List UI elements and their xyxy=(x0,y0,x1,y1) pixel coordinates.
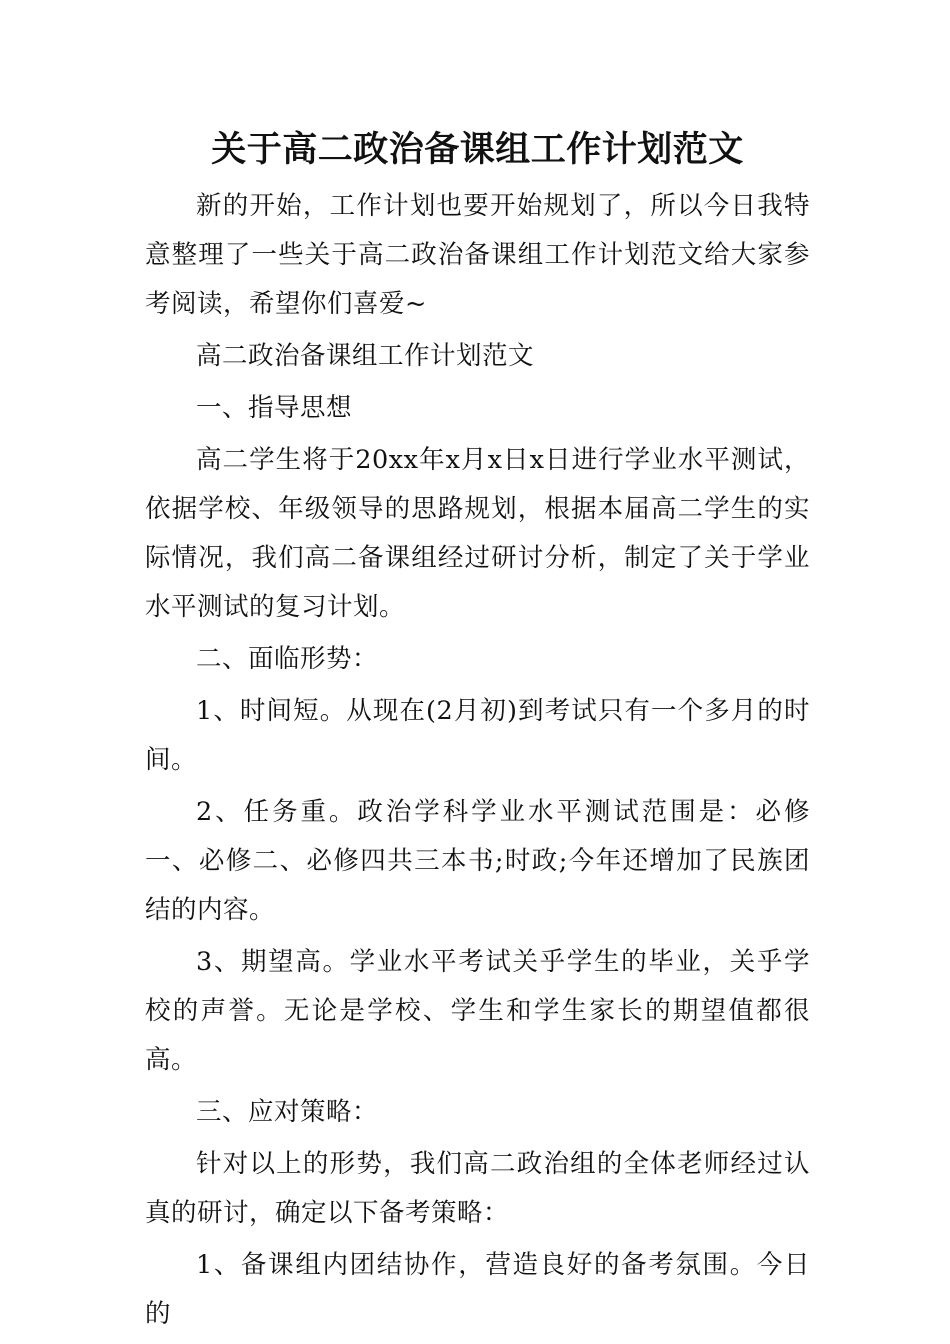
paragraph-situation-2: 2、任务重。政治学科学业水平测试范围是：必修一、必修二、必修四共三本书;时政;今年还增加了民族团结的内容。 xyxy=(145,797,810,925)
document-page xyxy=(145,122,810,1342)
paragraph-guiding-ideology: 高二学生将于20xx年x月x日x日进行学业水平测试，依据学校、年级领导的思路规划，根据本届高二学生的实际情况，我们高二备课组经过研讨分析，制定了关于学业水平测试的复习计划。 xyxy=(145,445,810,622)
paragraph-strategy-intro: 针对以上的形势，我们高二政治组的全体老师经过认真的研讨，确定以下备考策略： xyxy=(145,1149,810,1228)
intro-paragraph: 新的开始，工作计划也要开始规划了，所以今日我特意整理了一些关于高二政治备课组工作计划范文给大家参考阅读，希望你们喜爱~ xyxy=(145,191,810,319)
section-subtitle: 高二政治备课组工作计划范文 xyxy=(196,341,535,371)
paragraph-situation-3: 3、期望高。学业水平考试关乎学生的毕业，关乎学校的声誉。无论是学校、学生和学生家长的期望值都很高。 xyxy=(145,947,810,1075)
document-title: 关于高二政治备课组工作计划范文 xyxy=(211,130,744,170)
heading-situation: 二、面临形势： xyxy=(196,644,379,674)
paragraph-situation-1: 1、时间短。从现在(2月初)到考试只有一个多月的时间。 xyxy=(145,696,810,775)
paragraph-strategy-1: 1、备课组内团结协作，营造良好的备考氛围。今日的 xyxy=(145,1250,810,1329)
heading-guiding-ideology: 一、指导思想 xyxy=(196,393,353,423)
heading-strategy: 三、应对策略： xyxy=(196,1097,379,1127)
